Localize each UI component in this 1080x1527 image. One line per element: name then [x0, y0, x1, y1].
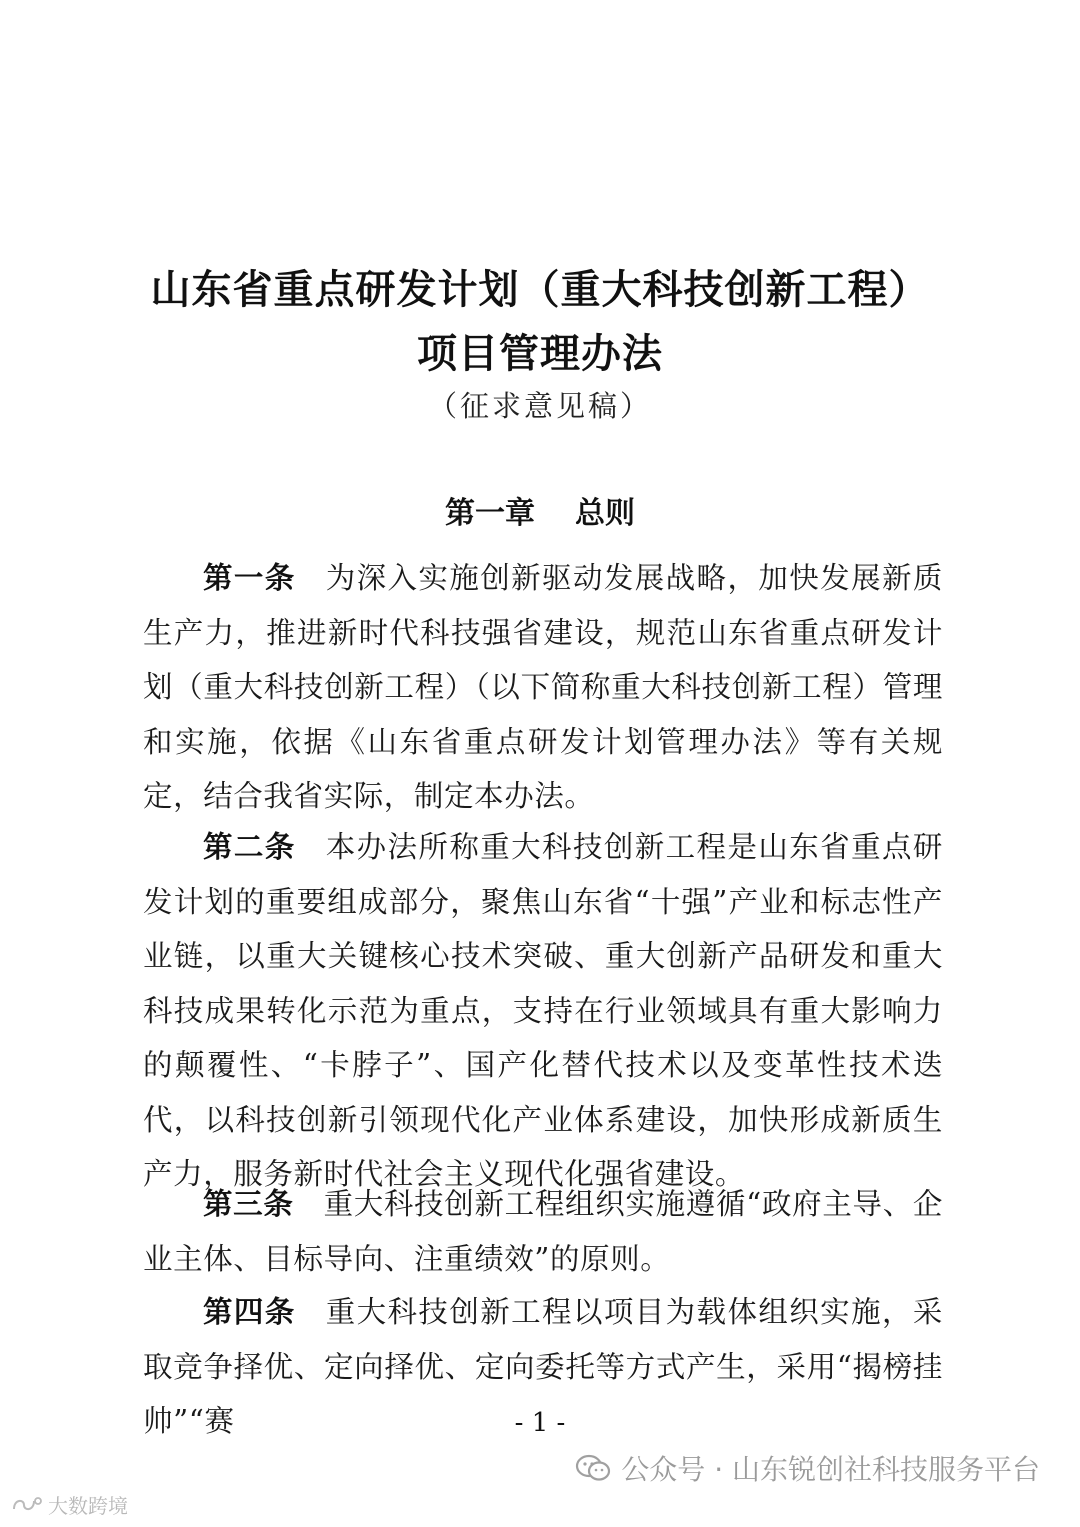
article-2 — [143, 820, 943, 1202]
wechat-watermark — [575, 1448, 1040, 1488]
chapter-number: 第一章 — [445, 496, 535, 531]
article-1 — [143, 551, 943, 824]
article-text: 重大科技创新工程组织实施遵循“政府主导、企业主体、目标导向、注重绩效”的原则。 — [143, 1187, 943, 1276]
article-3 — [143, 1177, 943, 1286]
corner-watermark — [10, 1490, 128, 1519]
document-title-line1: 山东省重点研发计划（重大科技创新工程） — [150, 266, 930, 313]
article-text: 重大科技创新工程以项目为载体组织实施，采取竞争择优、定向择优、定向委托等方式产生，采用“揭榜挂帅”“赛 — [143, 1295, 943, 1438]
chapter-heading — [0, 488, 1080, 532]
chapter-name: 总则 — [575, 496, 635, 531]
article-label: 第一条 — [203, 560, 296, 595]
wechat-watermark-text: 公众号 · 山东锐创社科技服务平台 — [621, 1453, 1040, 1486]
article-text: 本办法所称重大科技创新工程是山东省重点研发计划的重要组成部分，聚焦山东省“十强”产业和标志性产业链，以重大关键核心技术突破、重大创新产品研发和重大科技成果转化示范为重点，支持在行业领域具有重大影响力的颠覆性、“卡脖子”、国产化替代技术以及变革性技术迭代，以科技创新引领现代化产业体系建设，加快形成新质生产力，服务新时代社会主义现代化强省建设。 — [143, 830, 943, 1191]
article-label: 第三条 — [203, 1186, 294, 1221]
page-number: - 1 - — [514, 1408, 566, 1438]
article-label: 第二条 — [203, 829, 296, 864]
wechat-icon — [575, 1454, 611, 1482]
article-text: 为深入实施创新驱动发展战略，加快发展新质生产力，推进新时代科技强省建设，规范山东省重点研发计划（重大科技创新工程）（以下简称重大科技创新工程）管理和实施，依据《山东省重点研发计划管理办法》等有关规定，结合我省实际，制定本办法。 — [143, 561, 943, 813]
article-4 — [143, 1285, 943, 1438]
brand-logo-icon — [10, 1495, 44, 1515]
corner-watermark-text: 大数跨境 — [48, 1494, 128, 1518]
document-title-line2: 项目管理办法 — [417, 330, 663, 377]
article-label: 第四条 — [203, 1294, 296, 1329]
document-subtitle: （征求意见稿） — [427, 389, 652, 423]
